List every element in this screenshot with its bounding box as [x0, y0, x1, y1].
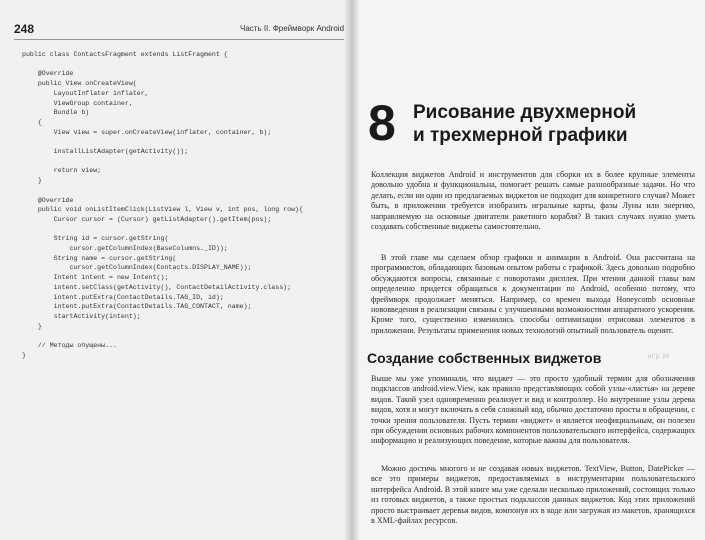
chapter-number: 8 [368, 95, 396, 151]
code-line: public class ContactsFragment extends ListFragment { [22, 51, 228, 58]
code-line: } [22, 351, 26, 359]
margin-note: нт р. 24 [648, 354, 670, 360]
code-line: intent.setClass(getActivity(), ContactDetailActivity.class); [22, 283, 292, 291]
code-line: Intent intent = new Intent(); [22, 274, 169, 282]
chapter-paragraph: В этой главе мы сделаем обзор графики и анимации в Android. Она рассчитана на программистов, обладающих базовым опытом работы с графикой. Здесь довольно подробно обсуждаются вопросы, связанные с поворотами дисплея. При чтении данной главы вам определенно придется обращаться к документации по Android, особенно потому, что фреймворк продолжает меняться. Например, со времен выхода Honeycomb основные нововведения в реализации связаны с улучшенными возможностями аппаратного ускорения. Кроме того, существенно изменились способы оптимизации отрисовки элементов в приложении. Результаты применения новых технологий опытный пользователь оценит. [371, 253, 695, 335]
code-line: cursor.getColumnIndex(BaseColumns._ID)); [22, 245, 228, 253]
code-line: Bundle b) [22, 109, 90, 117]
left-page [0, 0, 352, 540]
page-number: 248 [14, 22, 35, 36]
code-line [22, 60, 303, 70]
code-line: public void onListItemClick(ListView l, View v, int pos, long row){ [22, 206, 303, 214]
code-line: installListAdapter(getActivity()); [22, 148, 189, 156]
code-line: intent.putExtra(ContactDetails.TAG_CONTACT, name); [22, 303, 252, 311]
code-listing [22, 50, 303, 361]
code-line [22, 331, 303, 341]
code-line [22, 225, 303, 235]
code-line: ViewGroup container, [22, 99, 133, 107]
code-line: } [22, 177, 42, 185]
book-gutter [344, 0, 360, 540]
section-paragraph: Выше мы уже упоминали, что виджет — это просто удобный термин для обозначения подклассов android.view.View, как правило представляющих собой узлы-«листья» на дереве видов. Такой узел одновременно реализует и вид и контроллер. Но внутренние узлы дерева видов, хотя и могут включать в себя сложный код, обычно достаточно просты в обращении, с точки зрения пользователя. Пусть термин «виджет» и является неофициальным, он полезен при обсуждении основных рабочих компонентов пользовательского интерфейса, содержащих информацию и реализующих поведение, которые важны для пользователя. [371, 374, 695, 446]
chapter-title [413, 101, 703, 147]
code-line: String name = cursor.getString( [22, 254, 177, 262]
code-line: intent.putExtra(ContactDetails.TAG_ID, id); [22, 293, 224, 301]
header-rule [14, 39, 344, 40]
code-line: public View onCreateView( [22, 80, 137, 88]
section-paragraph-2: Можно достичь многого и не создавая новых виджетов. TextView, Button, DatePicker — все это примеры виджетов, предоставляемых в инструментарии пользовательского интерфейса Android. В этой книге мы уже сделали несколько приложений, состоящих только из готовых виджетов, а также простых подклассов данных виджетов. Код этих приложений просто выстраивает деревья видов, компонуя их в коде или загружая из макетов, хранящихся в XML-файлах ресурсов. [371, 464, 695, 526]
code-line: startActivity(intent); [22, 312, 141, 320]
code-line: View view = super.onCreateView(inflater, container, b); [22, 128, 272, 136]
code-line [22, 137, 303, 147]
code-line [22, 186, 303, 196]
code-line: cursor.getColumnIndex(Contacts.DISPLAY_NAME)); [22, 264, 252, 272]
chapter-title-line1: Рисование двухмерной [413, 102, 637, 123]
code-line: LayoutInflater inflater, [22, 89, 149, 97]
code-line: Cursor cursor = (Cursor) getListAdapter().getItem(pos); [22, 215, 272, 223]
section-heading: Создание собственных виджетов [367, 350, 602, 366]
code-line: { [22, 118, 42, 126]
running-header: Часть II. Фреймворк Android [240, 24, 345, 33]
code-line: String id = cursor.getString( [22, 235, 169, 243]
code-line: return view; [22, 167, 102, 175]
chapter-title-line2: и трехмерной графики [413, 125, 628, 146]
code-line: } [22, 322, 42, 330]
code-line [22, 157, 303, 167]
code-line: // Методы опущены... [22, 342, 117, 350]
code-line: @Override [22, 70, 74, 78]
intro-paragraph: Коллекция виджетов Android и инструментов для сборки их в более крупные элементы довольно удобна и функциональна, помогает решать самые разнообразные задачи. Но что делать, если ни один из предлагаемых виджетов не подходит для конкретного случая? Может быть, в приложении требуется изобразить игральные карты, фазы Луны или энергию, направляемую на основные двигатели ракетного корабля? В таких случаях нужно уметь создавать собственные виджеты самостоятельно. [371, 170, 695, 232]
code-line: @Override [22, 196, 74, 204]
